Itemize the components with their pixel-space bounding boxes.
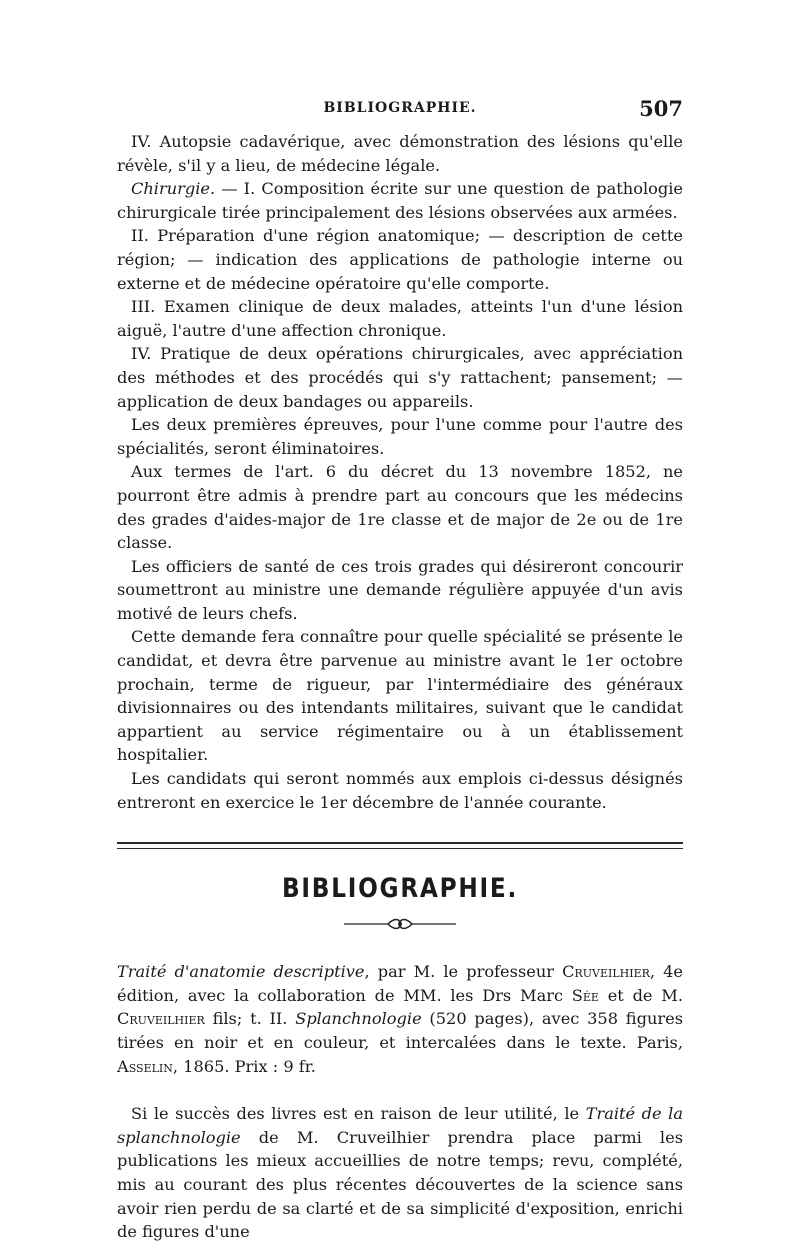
review-text: Si le succès des livres est en raison de leur utilité, le [131,1104,586,1124]
paragraph: Les candidats qui seront nommés aux emplois ci-dessus désignés entreront en exercice le 1er décembre de l'année courante. [117,769,683,812]
section-label: Chirurgie. [131,179,216,199]
running-title: BIBLIOGRAPHIE. [323,100,477,116]
page-number: 507 [639,96,683,121]
book-title: Traité de la splanchnologie [117,1104,683,1147]
paragraph [117,177,683,224]
bibliography-entry [117,960,683,1078]
document-page [117,96,684,1244]
paragraph: III. Examen clinique de deux malades, atteints l'un d'une lésion aiguë, l'autre d'une affection chronique. [117,297,683,340]
volume-title: Splanchnologie [295,1009,422,1029]
author-name: Cruveilhier [562,962,650,982]
section-title: BIBLIOGRAPHIE. [282,873,518,905]
review-text: de M. Cruveilhier prendra place parmi les publications les mieux accueillies de notre temps; revu, complété, mis au courant des plus récentes découvertes de la science sans avoir rien perdu de sa clarté et de sa simplicité d'exposition, enrichi de figures d'une [117,1127,683,1242]
entry-text: fils; t. II. [204,1009,296,1029]
entry-text: , 1865. Prix : 9 fr. [172,1056,316,1076]
entry-text: , 4e édition, avec la collaboration de MM. les Drs Marc [117,962,683,1005]
publisher-name: Asselin [117,1056,173,1076]
page-header [117,96,683,130]
paragraph-text: — I. Composition écrite sur une question de pathologie chirurgicale tirée principalement des lésions observées aux armées. [117,179,683,222]
paragraph: IV. Pratique de deux opérations chirurgicales, avec appréciation des méthodes et des procédés qui s'y rattachent; pansement; — application de deux bandages ou appareils. [117,344,683,411]
paragraph: II. Préparation d'une région anatomique; — description de cette région; — indication des applications de pathologie interne ou externe et de médecine opératoire qu'elle comporte. [117,226,683,293]
ornament-divider [340,916,460,932]
body-text [117,130,683,814]
paragraph: Les officiers de santé de ces trois grades qui désireront concourir soumettront au ministre une demande régulière appuyée d'un avis motivé de leurs chefs. [117,556,683,623]
paragraph: IV. Autopsie cadavérique, avec démonstration des lésions qu'elle révèle, s'il y a lieu, de médecine légale. [117,132,683,175]
review-paragraph [117,1102,683,1244]
paragraph: Aux termes de l'art. 6 du décret du 13 novembre 1852, ne pourront être admis à prendre part au concours que les médecins des grades d'aides-major de 1re classe et de major de 2e ou de 1re classe. [117,462,683,553]
entry-text: , par M. le professeur [364,962,563,982]
section-divider [117,842,683,849]
entry-text: et de M. [598,985,683,1005]
book-title: Traité d'anatomie descriptive [117,962,365,982]
paragraph: Les deux premières épreuves, pour l'une comme pour l'autre des spécialités, seront éliminatoires. [117,415,683,458]
entry-text: (520 pages), avec 358 figures tirées en noir et en couleur, et intercalées dans le texte. Paris, [117,1009,684,1052]
coauthor-name: Sée [571,985,599,1005]
coauthor-name: Cruveilhier [117,1009,205,1029]
paragraph: Cette demande fera connaître pour quelle spécialité se présente le candidat, et devra être parvenue au ministre avant le 1er octobre prochain, terme de rigueur, par l'intermédiaire des généraux divisionnaires ou des intendants militaires, suivant que le candidat appartient au service régimentaire ou à un établissement hospitalier. [117,627,683,765]
